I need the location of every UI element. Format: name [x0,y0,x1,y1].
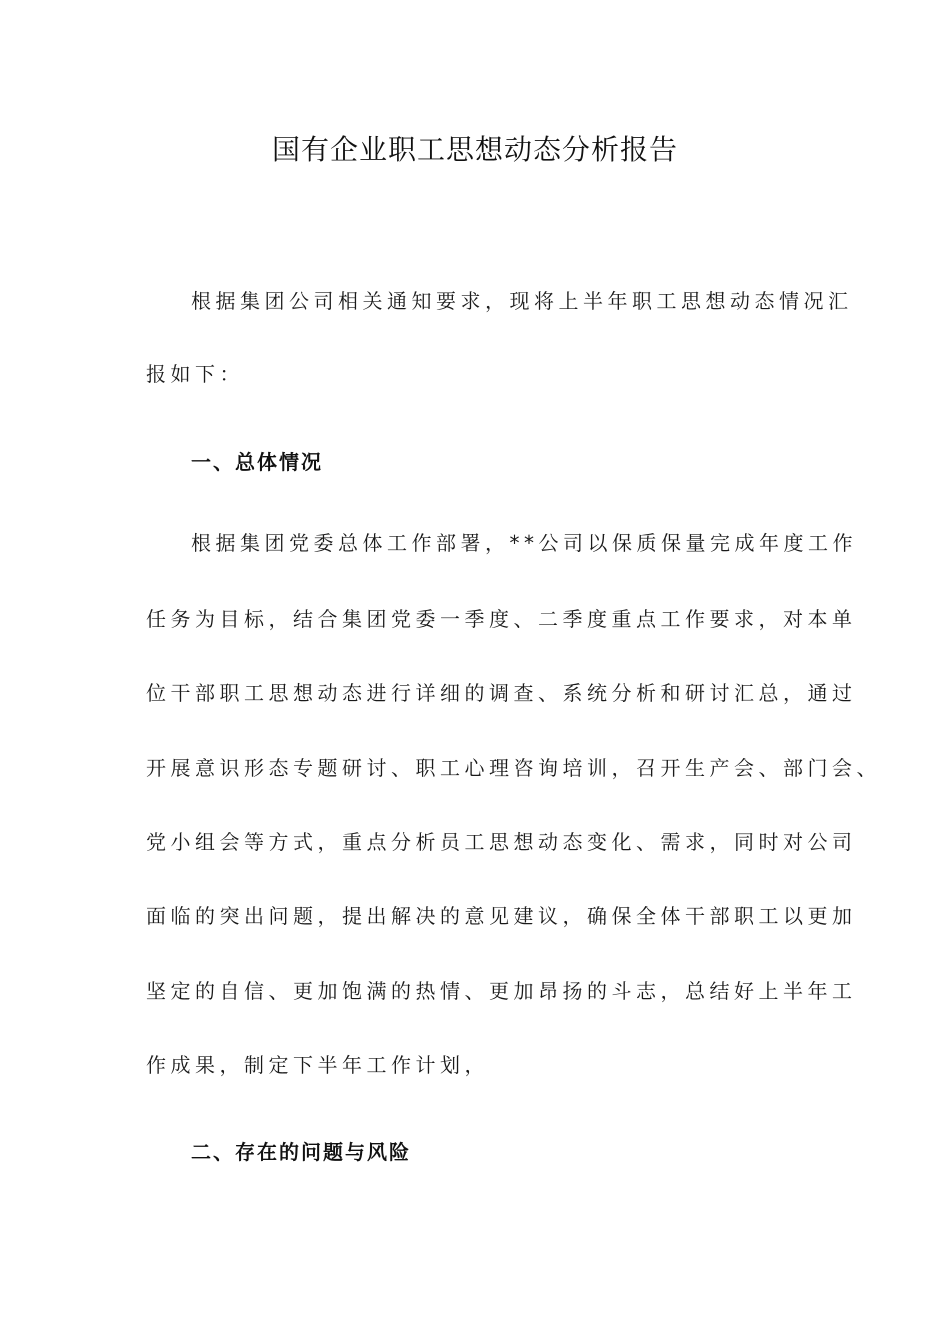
paragraph-line: 根据集团党委总体工作部署，**公司以保质保量完成年度工作 [191,531,857,555]
document-title: 国有企业职工思想动态分析报告 [271,133,678,166]
intro-line: 报如下： [146,362,244,386]
paragraph-line: 作成果，制定下半年工作计划， [146,1053,489,1077]
section-heading-problems: 二、存在的问题与风险 [191,1140,411,1164]
section-heading-overview: 一、总体情况 [191,450,323,474]
intro-line: 根据集团公司相关通知要求，现将上半年职工思想动态情况汇 [191,289,853,313]
paragraph-line: 党小组会等方式，重点分析员工思想动态变化、需求，同时对公司 [146,830,857,854]
paragraph-line: 开展意识形态专题研讨、职工心理咨询培训，召开生产会、部门会、 [146,756,881,780]
paragraph-line: 坚定的自信、更加饱满的热情、更加昂扬的斗志，总结好上半年工 [146,979,857,1003]
paragraph-line: 任务为目标，结合集团党委一季度、二季度重点工作要求，对本单 [146,607,857,631]
paragraph-line: 面临的突出问题，提出解决的意见建议，确保全体干部职工以更加 [146,904,857,928]
paragraph-line: 位干部职工思想动态进行详细的调查、系统分析和研讨汇总，通过 [146,681,857,705]
